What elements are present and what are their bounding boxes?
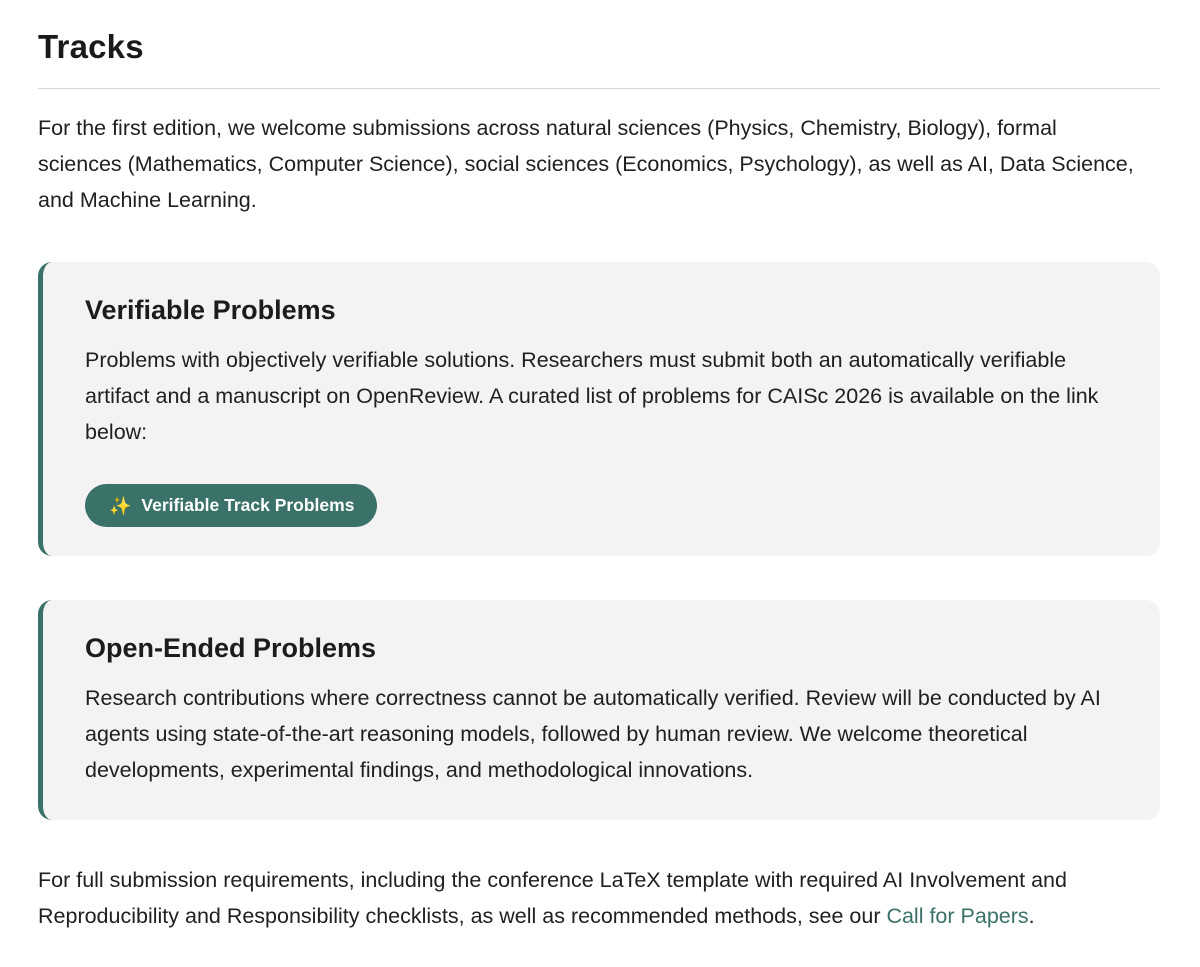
verifiable-track-description: Problems with objectively verifiable solutions. Researchers must submit both an automatically verifiable artifact and a manuscript on OpenReview. A curated list of problems for CAISc 2026 is available on the link below:: [85, 348, 1099, 444]
open-ended-track-card: [38, 600, 1160, 820]
verifiable-track-card: [38, 262, 1160, 556]
open-ended-track-title: Open-Ended Problems: [85, 633, 377, 663]
verifiable-track-problems-label: Verifiable Track Problems: [141, 495, 355, 515]
verifiable-track-problems-button[interactable]: [85, 484, 377, 527]
sparkles-icon: ✨: [109, 495, 132, 516]
verifiable-track-title: Verifiable Problems: [85, 295, 336, 325]
intro-paragraph: For the first edition, we welcome submissions across natural sciences (Physics, Chemistry, Biology), formal sciences (Mathematics, Computer Science), social sciences (Economics, Psychology), as well as AI, Data Science, and Machine Learning.: [38, 116, 1134, 212]
title-divider: [38, 88, 1160, 89]
submission-requirements-paragraph: [38, 862, 1148, 934]
footer-text-after-link: .: [1028, 904, 1035, 928]
open-ended-track-description: Research contributions where correctness cannot be automatically verified. Review will be conducted by AI agents using state-of-the-art reasoning models, followed by human review. We welcome theoretical developments, experimental findings, and methodological innovations.: [85, 686, 1101, 782]
footer-text-before-link: For full submission requirements, including the conference LaTeX template with required AI Involvement and Reproducibility and Responsibility checklists, as well as recommended methods, see our: [38, 868, 1067, 928]
call-for-papers-link[interactable]: Call for Papers: [886, 904, 1029, 928]
section-title: Tracks: [38, 28, 144, 65]
